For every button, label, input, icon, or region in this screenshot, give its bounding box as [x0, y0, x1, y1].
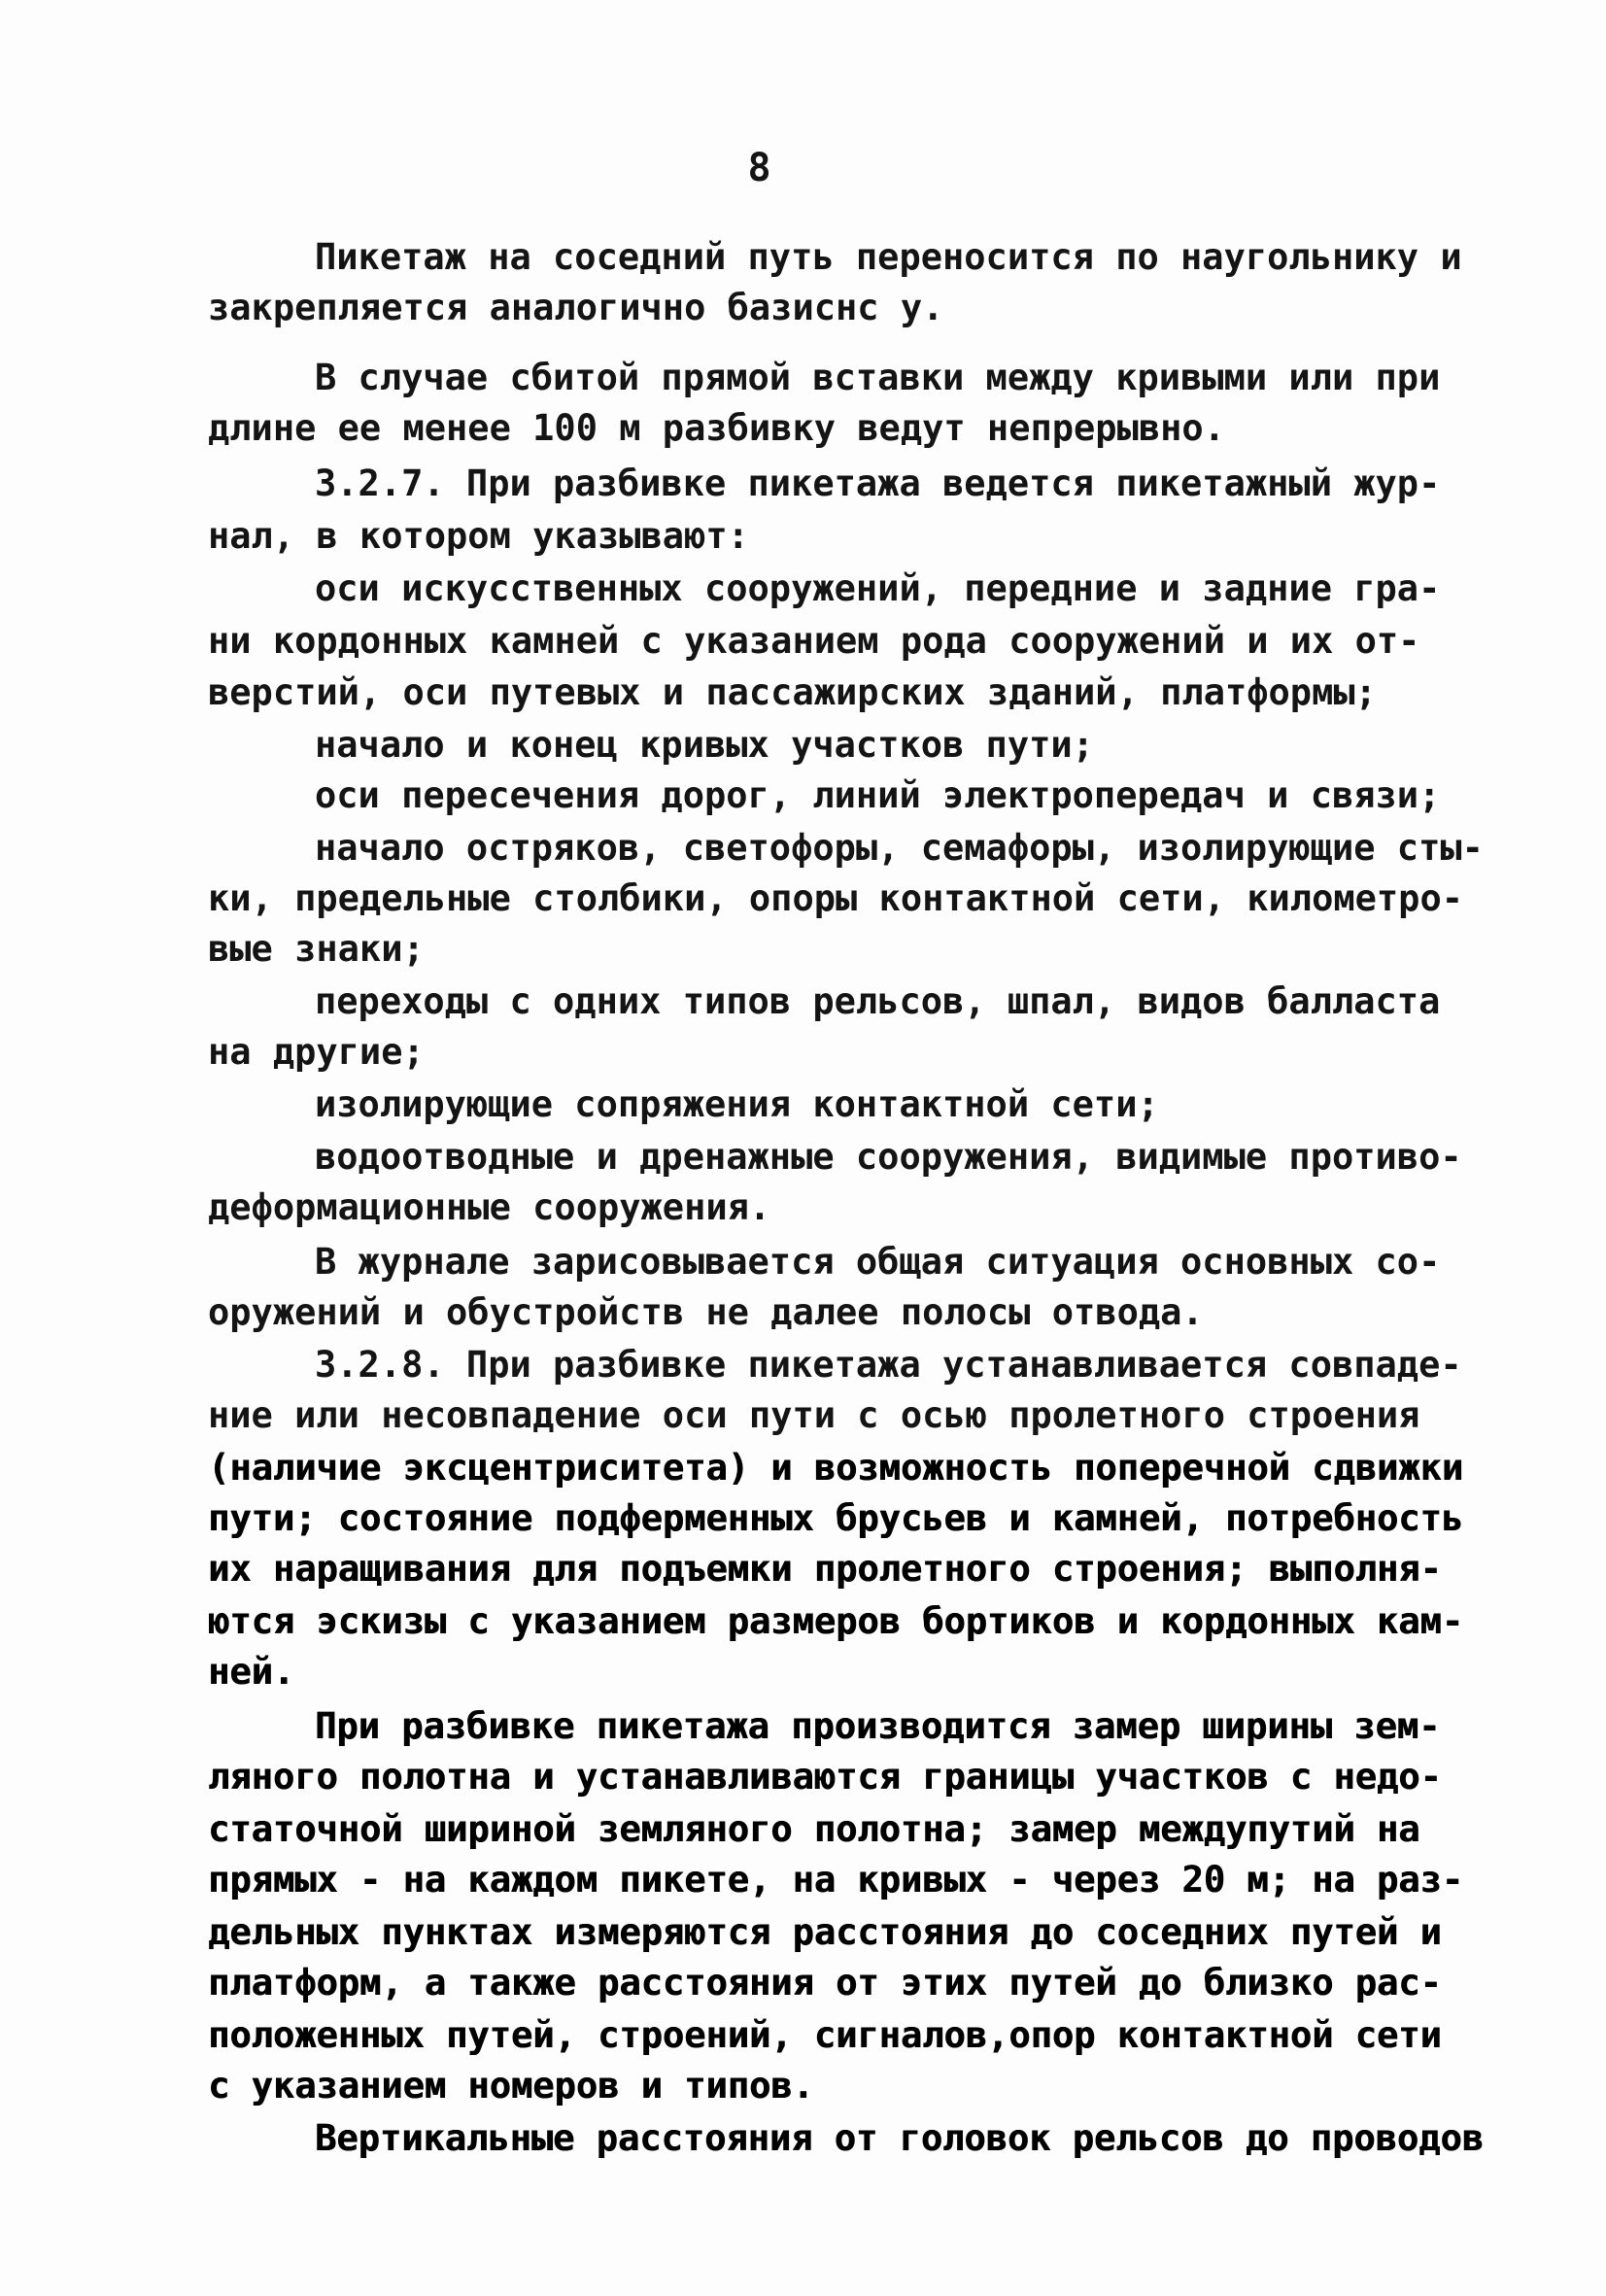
text-line: начало остряков, светофоры, семафоры, изолирующие сты- — [315, 827, 1484, 869]
text-line: Пикетаж на соседний путь переносится по наугольнику и — [315, 236, 1462, 278]
text-line: ние или несовпадение оси пути с осью пролетного строения — [208, 1394, 1420, 1436]
text-line: статочной шириной земляного полотна; замер междупутий на — [208, 1808, 1420, 1850]
text-line: начало и конец кривых участков пути; — [315, 724, 1094, 766]
text-line: верстий, оси путевых и пассажирских зданий, платформы; — [208, 671, 1377, 713]
text-line: (наличие эксцентриситета) и возможность поперечной сдвижки — [208, 1447, 1464, 1489]
text-line: с указанием номеров и типов. — [208, 2065, 814, 2107]
text-line: длине ее менее 100 м разбивку ведут непрерывно. — [208, 407, 1225, 449]
text-line: 3.2.7. При разбивке пикетажа ведется пикетажный жур- — [315, 463, 1441, 504]
text-line: деформационные сооружения. — [208, 1186, 771, 1228]
text-line: ляного полотна и устанавливаются границы участков с недо- — [208, 1756, 1442, 1798]
text-line: вые знаки; — [208, 928, 425, 970]
text-line: При разбивке пикетажа производится замер ширины зем- — [315, 1705, 1441, 1747]
text-line: закрепляется аналогично базиснс у. — [208, 287, 944, 328]
text-line: прямых - на каждом пикете, на кривых - через 20 м; на раз- — [208, 1859, 1464, 1901]
text-line: оси искусственных сооружений, передние и задние гра- — [315, 567, 1441, 609]
text-line: 3.2.8. При разбивке пикетажа устанавливается совпаде- — [315, 1344, 1462, 1386]
text-line: дельных пунктах измеряются расстояния до соседних путей и — [208, 1911, 1442, 1953]
text-line: В журнале зарисовывается общая ситуация основных со- — [315, 1241, 1441, 1283]
text-line: ются эскизы с указанием размеров бортиков и кордонных кам- — [208, 1600, 1464, 1642]
text-line: ни кордонных камней с указанием рода сооружений и их от- — [208, 620, 1420, 662]
text-line: водоотводные и дренажные сооружения, видимые противо- — [315, 1136, 1462, 1178]
text-line: Вертикальные расстояния от головок рельсов до проводов — [315, 2117, 1484, 2159]
text-line: переходы с одних типов рельсов, шпал, видов балласта — [315, 980, 1441, 1022]
page-number: 8 — [747, 146, 771, 190]
text-line: оси пересечения дорог, линий электропередач и связи; — [315, 774, 1441, 816]
text-line: изолирующие сопряжения контактной сети; — [315, 1083, 1159, 1125]
text-line: платформ, а также расстояния от этих путей до близко рас- — [208, 1962, 1442, 2004]
text-line: их наращивания для подъемки пролетного строения; выполня- — [208, 1548, 1442, 1590]
text-line: нал, в котором указывают: — [208, 515, 749, 557]
text-line: положенных путей, строений, сигналов,опор контактной сети — [208, 2014, 1442, 2056]
text-line: пути; состояние подферменных брусьев и камней, потребность — [208, 1497, 1464, 1539]
text-line: на другие; — [208, 1031, 425, 1073]
text-line: ней. — [208, 1651, 295, 1693]
text-line: В случае сбитой прямой вставки между кривыми или при — [315, 357, 1441, 398]
text-line: оружений и обустройств не далее полосы отвода. — [208, 1291, 1204, 1333]
text-line: ки, предельные столбики, опоры контактной сети, километро- — [208, 877, 1464, 919]
